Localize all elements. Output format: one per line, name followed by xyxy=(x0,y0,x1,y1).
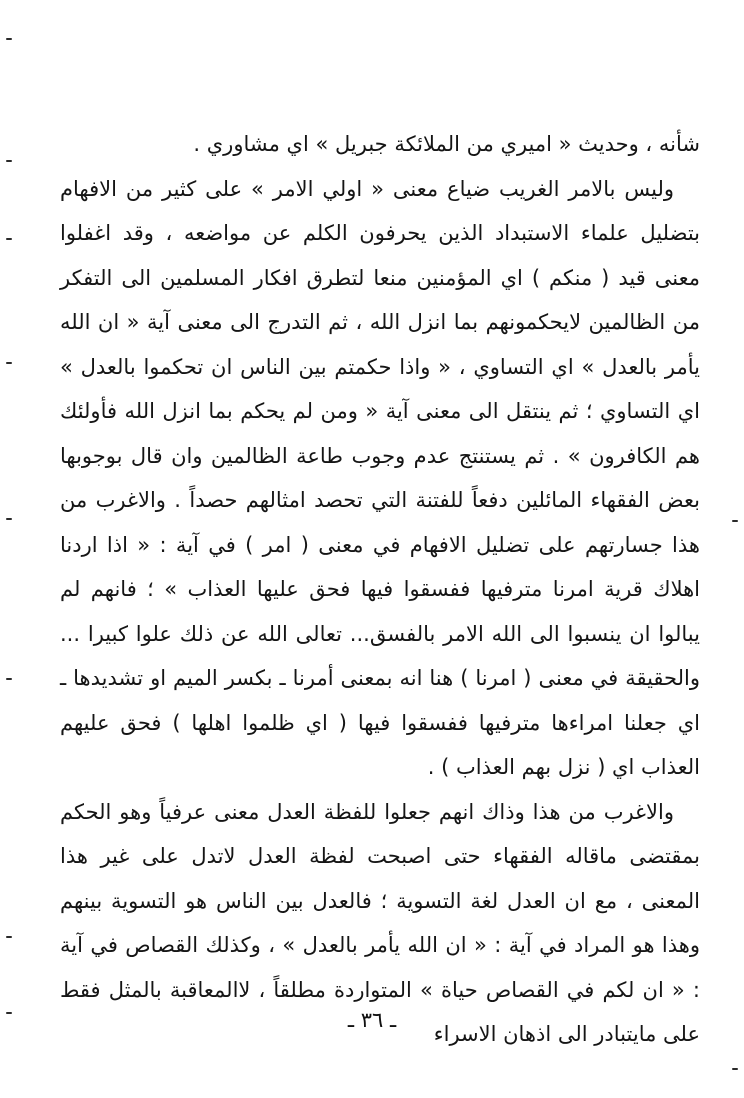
scan-mark xyxy=(6,38,12,40)
text-line: أمرنا ـ بكسر الميم او تشديدها ـ اي جعلنا امراءها مترفيها ففسقوا فيها xyxy=(60,666,700,735)
text-line: ( اي ظلموا اهلها ) فحق عليهم العذاب اي ( نزل بهم العذاب ) . xyxy=(60,710,700,779)
paragraph xyxy=(60,167,700,790)
text-line: بمقتضى ماقاله الفقهاء حتى اصبحت لفظة العدل لاتدل على غير هذا المعنى ، مع xyxy=(60,844,700,913)
page-number: ـ ٣٦ ـ xyxy=(347,1008,397,1032)
text-line: حياة » المتواردة مطلقاً ، لاالمعاقبة بالمثل فقط على مايتبادر الى اذهان الاسراء xyxy=(60,977,700,1046)
text-line: شأنه ، وحديث « اميري من الملائكة جبريل » اي مشاوري . xyxy=(193,132,700,156)
text-line: والاغرب من هذا وذاك انهم جعلوا للفظة العدل معنى عرفياً وهو الحكم xyxy=(60,799,674,824)
scan-mark xyxy=(6,160,12,162)
scan-mark xyxy=(732,1068,738,1070)
text-line: الافهام في معنى ( امر ) في آية : « اذا اردنا اهلاك قرية امرنا مترفيها ففسقوا xyxy=(60,532,701,601)
text-line: التساوي ، « واذا حكمتم بين الناس ان تحكموا بالعدل » اي التساوي ؛ ثم xyxy=(60,354,700,423)
body-text xyxy=(60,122,700,1057)
scan-mark xyxy=(6,362,12,364)
text-line: يستنتج عدم وجوب طاعة الظالمين وان قال بوجوبها بعض الفقهاء المائلين xyxy=(60,443,700,512)
text-line: في آية : « ان الله يأمر بالعدل » ، وكذلك القصاص في آية : « ان لكم في القصاص xyxy=(60,933,700,1002)
text-line: تعالى الله عن ذلك علوا كبيرا ... والحقيقة في معنى ( امرنا ) هنا انه بمعنى xyxy=(60,621,700,690)
paragraph xyxy=(60,122,700,167)
text-line: ينتقل الى معنى آية « ومن لم يحكم بما انزل الله فأولئك هم الكافرون » . ثم xyxy=(60,399,700,468)
scan-mark xyxy=(732,520,738,522)
text-line: لايحكمونهم بما انزل الله ، ثم التدرج الى معنى آية « ان الله يأمر بالعدل » اي xyxy=(60,310,700,379)
text-line: دفعاً للفتنة التي تحصد امثالهم حصداً . والاغرب من هذا جسارتهم على تضليل xyxy=(60,488,700,557)
text-line: فيها فحق عليها العذاب » ؛ فانهم لم يبالوا ان ينسبوا الى الله الامر بالفسق... xyxy=(60,577,700,646)
text-line: وليس بالامر الغريب ضياع معنى « اولي الامر » على كثير من الافهام xyxy=(60,176,674,201)
text-line: ان العدل لغة التسوية ؛ فالعدل بين الناس هو التسوية بينهم وهذا هو المراد xyxy=(60,888,700,957)
text-line: بتضليل علماء الاستبداد الذين يحرفون الكلم عن مواضعه ، وقد اغفلوا معنى xyxy=(60,221,700,290)
scan-mark xyxy=(6,678,12,680)
text-line: قيد ( منكم ) اي المؤمنين منعا لتطرق افكار المسلمين الى التفكر من الظالمين xyxy=(60,265,700,334)
scan-mark xyxy=(6,238,12,240)
scan-mark xyxy=(6,518,12,520)
scan-mark xyxy=(6,936,12,938)
